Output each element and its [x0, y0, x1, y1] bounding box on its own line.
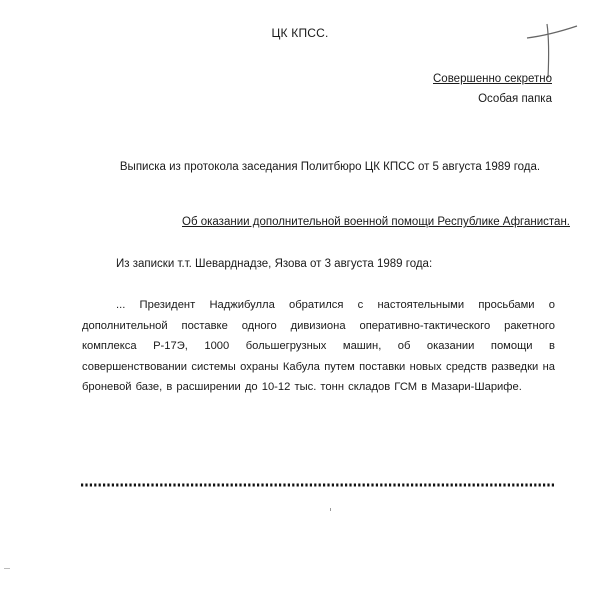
recipient-heading: ЦК КПСС. — [271, 26, 329, 40]
memo-source: Из записки т.т. Шеварднадзе, Язова от 3 августа 1989 года: — [116, 258, 433, 270]
subject-line: Об оказании дополнительной военной помощи Республике Афганистан. — [182, 216, 570, 228]
secrecy-stamp: Совершенно секретно — [433, 73, 552, 85]
scan-speck-margin — [4, 568, 10, 569]
dotted-separator — [80, 482, 555, 488]
extract-title: Выписка из протокола заседания Политбюро ЦК КПСС от 5 августа 1989 года. — [119, 161, 541, 173]
body-paragraph: ... Президент Наджибулла обратился с настоятельными просьбами о дополнительной поставке одного дивизиона оперативно-тактического ракетного комплекса Р-17Э, 1000 большегрузных машин, об оказании помощи в совершенствовании системы охраны Кабула путем поставки новых средств разведки на броневой базе, в расширении до 10-12 тыс. тонн складов ГСМ в Мазари-Шарифе. — [82, 299, 555, 393]
scan-speck — [330, 508, 331, 511]
classification-block — [433, 69, 552, 109]
special-folder-label: Особая папка — [478, 93, 552, 105]
